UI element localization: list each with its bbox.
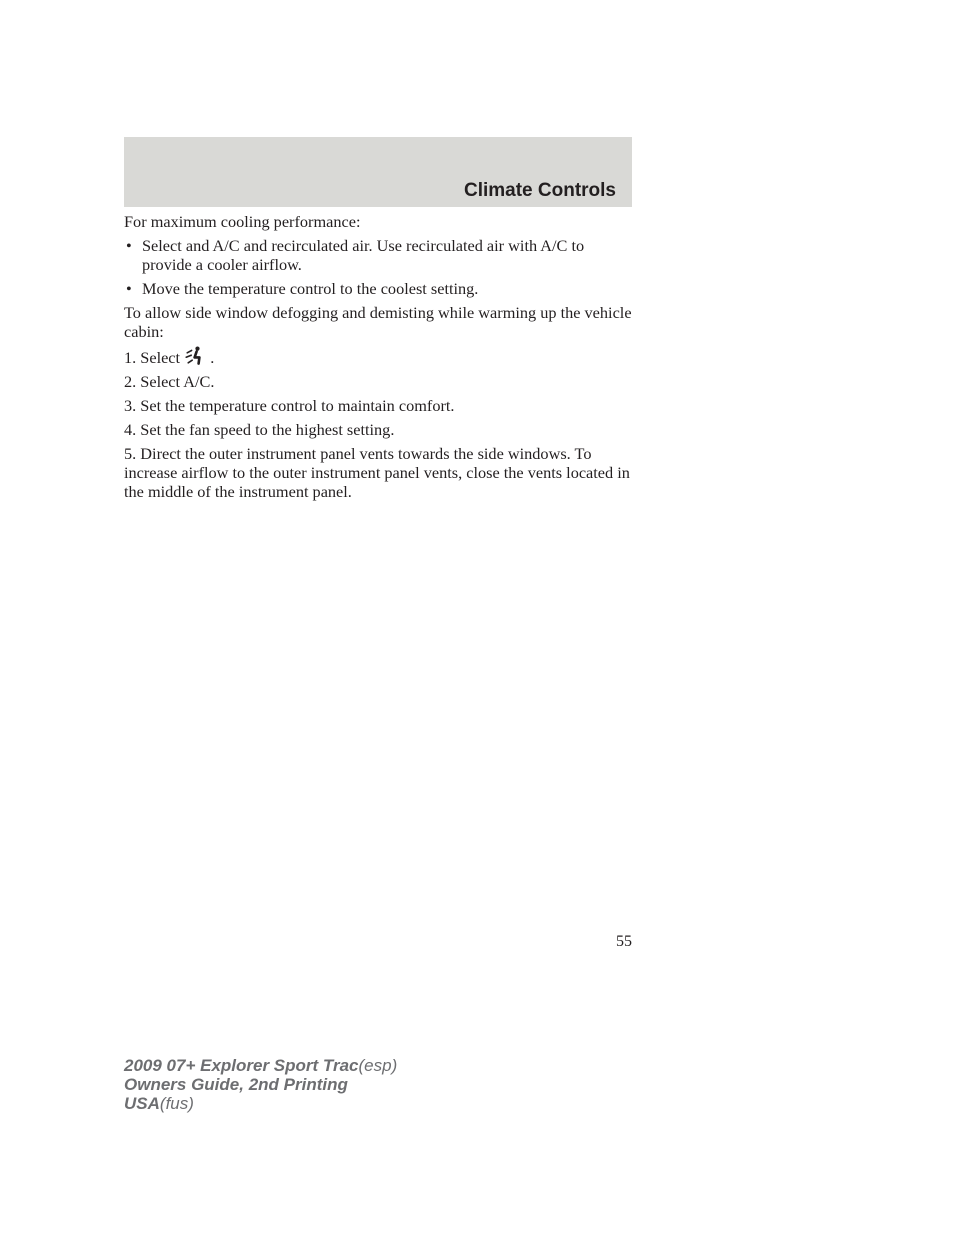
bullet-symbol: •	[126, 236, 132, 255]
footer-model-code: (esp)	[358, 1056, 398, 1075]
step-3: 3. Set the temperature control to maintain comfort.	[124, 396, 455, 415]
step-1-prefix: 1. Select	[124, 348, 181, 367]
bullet-text: Move the temperature control to the coolest setting.	[142, 279, 479, 298]
step-4: 4. Set the fan speed to the highest setting.	[124, 420, 395, 439]
page-number: 55	[616, 933, 632, 950]
list-item	[124, 279, 636, 298]
bullet-text: Select and A/C and recirculated air. Use recirculated air with A/C to provide a cooler airflow.	[142, 236, 585, 274]
footer-line-2: Owners Guide, 2nd Printing	[124, 1075, 348, 1094]
step-1	[124, 346, 636, 367]
footer-line-1	[124, 1056, 397, 1075]
footer-line-3	[124, 1094, 397, 1113]
defog-paragraph: To allow side window defogging and demisting while warming up the vehicle cabin:	[124, 303, 632, 341]
bullet-symbol: •	[126, 279, 132, 298]
page-content	[124, 212, 636, 506]
section-title: Climate Controls	[463, 180, 616, 201]
footer-model: 2009 07+ Explorer Sport Trac	[124, 1056, 359, 1075]
list-item	[124, 236, 636, 274]
step-2: 2. Select A/C.	[124, 372, 215, 391]
floor-defrost-mode-icon	[184, 346, 204, 366]
footer-market: USA	[124, 1094, 160, 1113]
step-1-suffix: .	[210, 348, 215, 367]
section-header-band	[124, 137, 632, 207]
intro-text: For maximum cooling performance:	[124, 212, 361, 231]
step-5: 5. Direct the outer instrument panel vents towards the side windows. To increase airflow to the outer instrument panel vents, close the vents located in the middle of the instrument panel.	[124, 444, 630, 501]
document-footer	[124, 1056, 397, 1113]
footer-market-code: (fus)	[159, 1094, 194, 1113]
